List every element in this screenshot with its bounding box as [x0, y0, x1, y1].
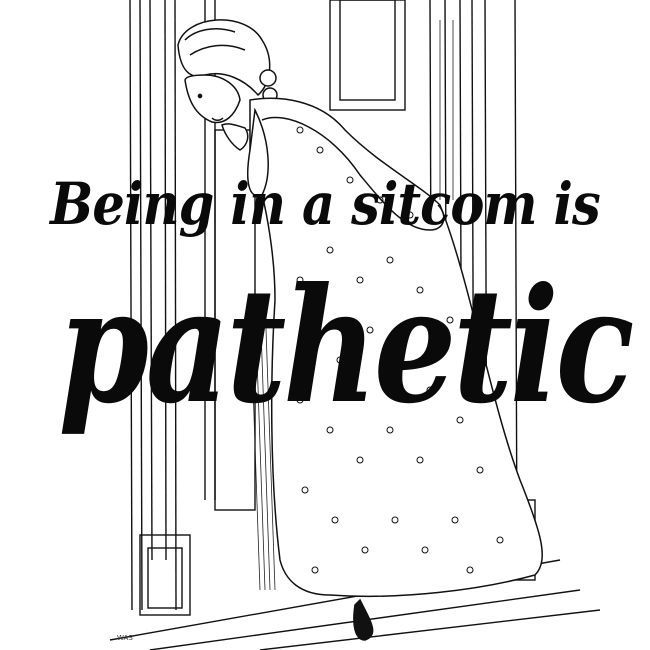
caption-punchline: pathetic — [58, 254, 632, 439]
artist-signature: WAS — [117, 634, 133, 642]
caption-top-line: Being in a sitcom is — [50, 170, 600, 238]
